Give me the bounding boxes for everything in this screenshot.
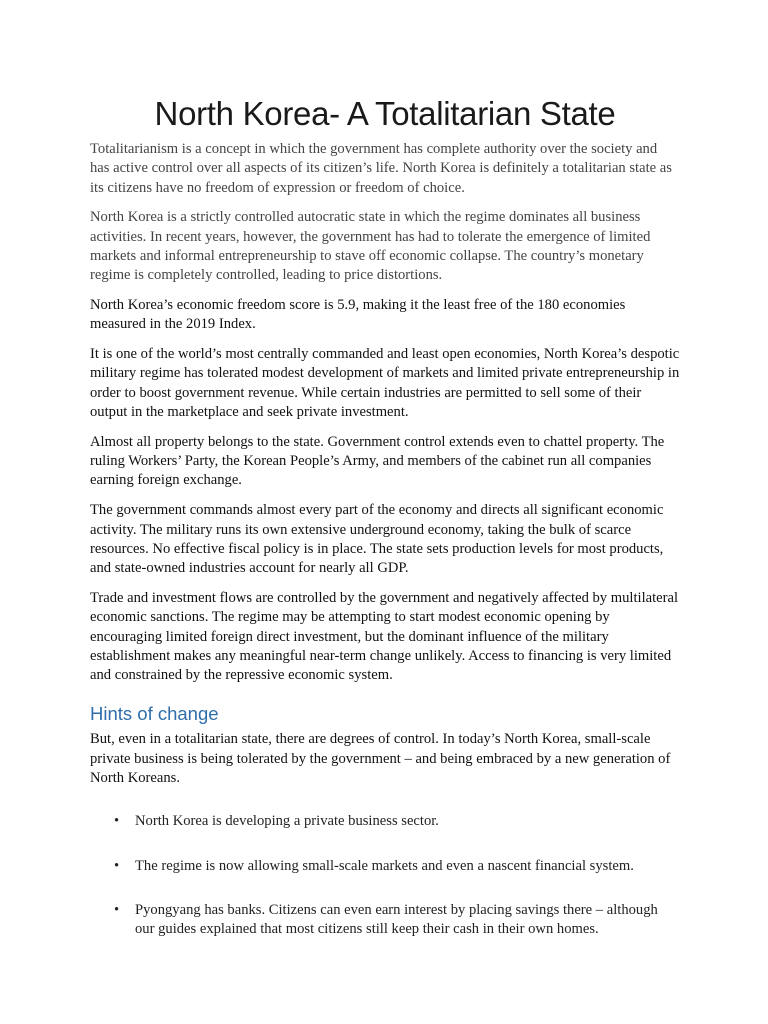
list-item-text: The regime is now allowing small-scale markets and even a nascent financial system.: [135, 857, 634, 874]
list-item: [90, 901, 680, 940]
bullet-icon: •: [114, 857, 120, 874]
bullet-icon: •: [114, 813, 120, 830]
section-heading-hints-of-change: Hints of change: [90, 703, 219, 725]
paragraph-government-commands: The government commands almost every part of the economy and directs all significant economic activity. The military runs its own extensive underground economy, taking the bulk of scarce resources. No effective fiscal policy is in place. The state sets production levels for most products, and state-owned industries account for nearly all GDP.: [90, 502, 664, 577]
paragraph-autocratic-state: North Korea is a strictly controlled autocratic state in which the regime dominates all business activities. In recent years, however, the government has had to tolerate the emergence of limited markets and informal entrepreneurship to stave off economic collapse. The country’s monetary regime is completely controlled, leading to price distortions.: [90, 209, 651, 284]
paragraph-totalitarianism-definition: Totalitarianism is a concept in which the government has complete authority over the society and has active control over all aspects of its citizen’s life. North Korea is definitely a totalitarian state as its citizens have no freedom of expression or freedom of choice.: [90, 141, 672, 196]
document-title: North Korea- A Totalitarian State: [154, 95, 616, 132]
bullet-list: [90, 812, 680, 939]
paragraph-property: Almost all property belongs to the state. Government control extends even to chattel property. The ruling Workers’ Party, the Korean People’s Army, and members of the cabinet run all companies earning foreign exchange.: [90, 433, 665, 489]
paragraph-degrees-of-control: But, even in a totalitarian state, there are degrees of control. In today’s North Korea, small-scale private business is being tolerated by the government – and being embraced by a new generation of North Koreans.: [90, 731, 671, 787]
document-page: [90, 92, 680, 965]
list-item: [90, 857, 680, 876]
list-item-text: Pyongyang has banks. Citizens can even earn interest by placing savings there – although our guides explained that most citizens still keep their cash in their own homes.: [135, 901, 658, 938]
list-item-text: North Korea is developing a private business sector.: [135, 813, 439, 830]
bullet-icon: •: [114, 901, 120, 918]
list-item: [90, 812, 680, 831]
paragraph-freedom-score: North Korea’s economic freedom score is 5.9, making it the least free of the 180 economies measured in the 2019 Index.: [90, 297, 626, 333]
paragraph-centrally-commanded: It is one of the world’s most centrally commanded and least open economies, North Korea’s despotic military regime has tolerated modest development of markets and limited private entrepreneurship in order to boost government revenue. While certain industries are permitted to sell some of their output in the marketplace and seek private investment.: [90, 346, 680, 421]
paragraph-trade-investment: Trade and investment flows are controlled by the government and negatively affected by multilateral economic sanctions. The regime may be attempting to start modest economic opening by encouraging limited foreign direct investment, but the dominant influence of the military establishment makes any meaningful near-term change unlikely. Access to financing is very limited and constrained by the repressive economic system.: [90, 589, 679, 684]
